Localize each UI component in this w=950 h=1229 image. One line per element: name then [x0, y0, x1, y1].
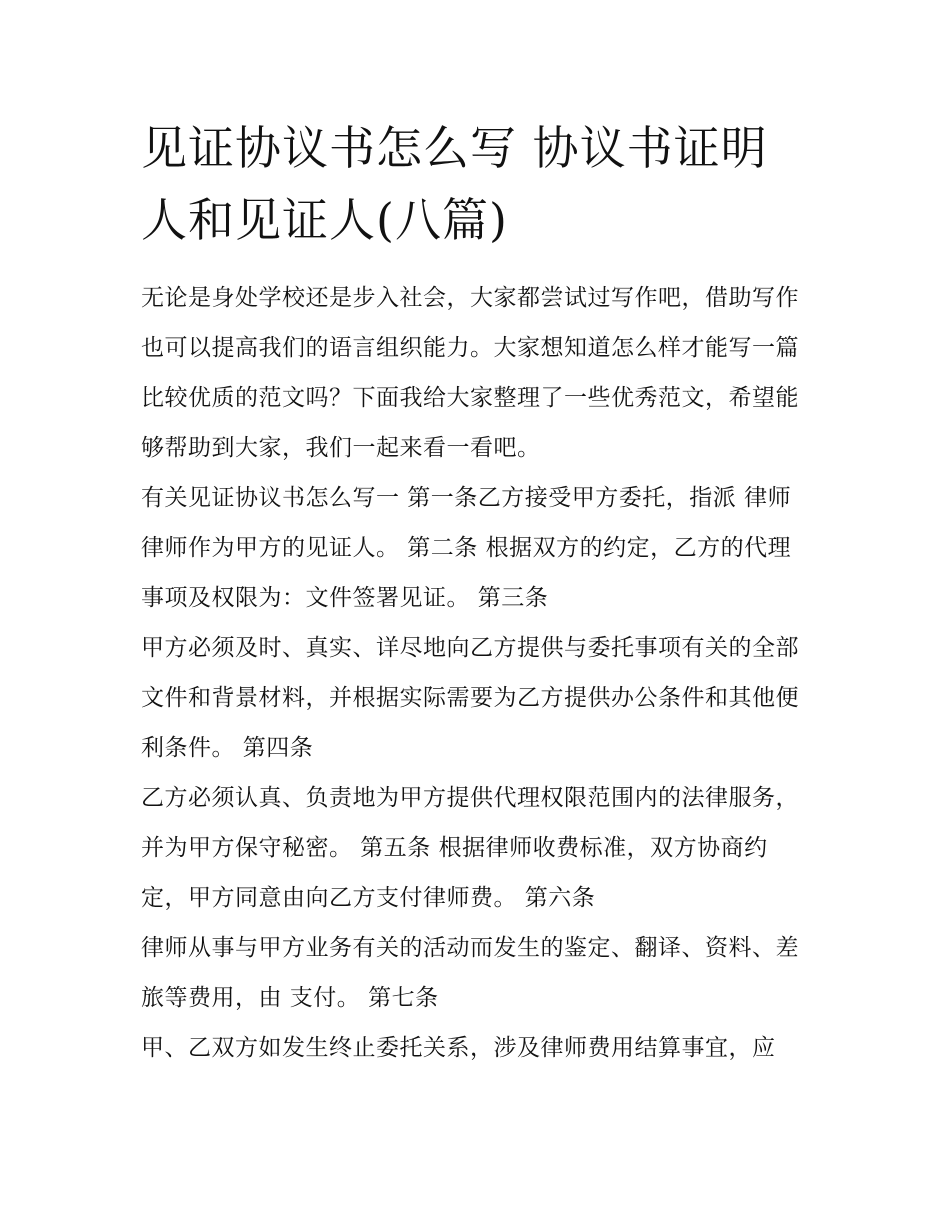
paragraph-clause-1-3: 有关见证协议书怎么写一 第一条乙方接受甲方委托，指派 律师 律师作为甲方的见证人。 第二条 根据双方的约定，乙方的代理事项及权限为：文件签署见证。 第三条 [141, 485, 792, 611]
document-content [141, 112, 813, 1073]
document-body [141, 273, 813, 1073]
paragraph-clause-3-4: 甲方必须及时、真实、详尽地向乙方提供与委托事项有关的全部文件和背景材料，并根据实际需要为乙方提供办公条件和其他便利条件。 第四条 [141, 635, 799, 761]
paragraph-clause-6-7: 律师从事与甲方业务有关的活动而发生的鉴定、翻译、资料、差旅等费用，由 支付。 第七条 [141, 935, 799, 1011]
document-title: 见证协议书怎么写 协议书证明人和见证人(八篇) [141, 121, 768, 247]
paragraph-clause-7: 甲、乙双方如发生终止委托关系，涉及律师费用结算事宜，应 [141, 1035, 776, 1061]
paragraph-clause-4-6: 乙方必须认真、负责地为甲方提供代理权限范围内的法律服务，并为甲方保守秘密。 第五条 根据律师收费标准，双方协商约定，甲方同意由向乙方支付律师费。 第六条 [141, 785, 799, 911]
paragraph-intro: 无论是身处学校还是步入社会，大家都尝试过写作吧，借助写作也可以提高我们的语言组织能力。大家想知道怎么样才能写一篇比较优质的范文吗？下面我给大家整理了一些优秀范文，希望能够帮助到大家，我们一起来看一看吧。 [141, 285, 799, 461]
